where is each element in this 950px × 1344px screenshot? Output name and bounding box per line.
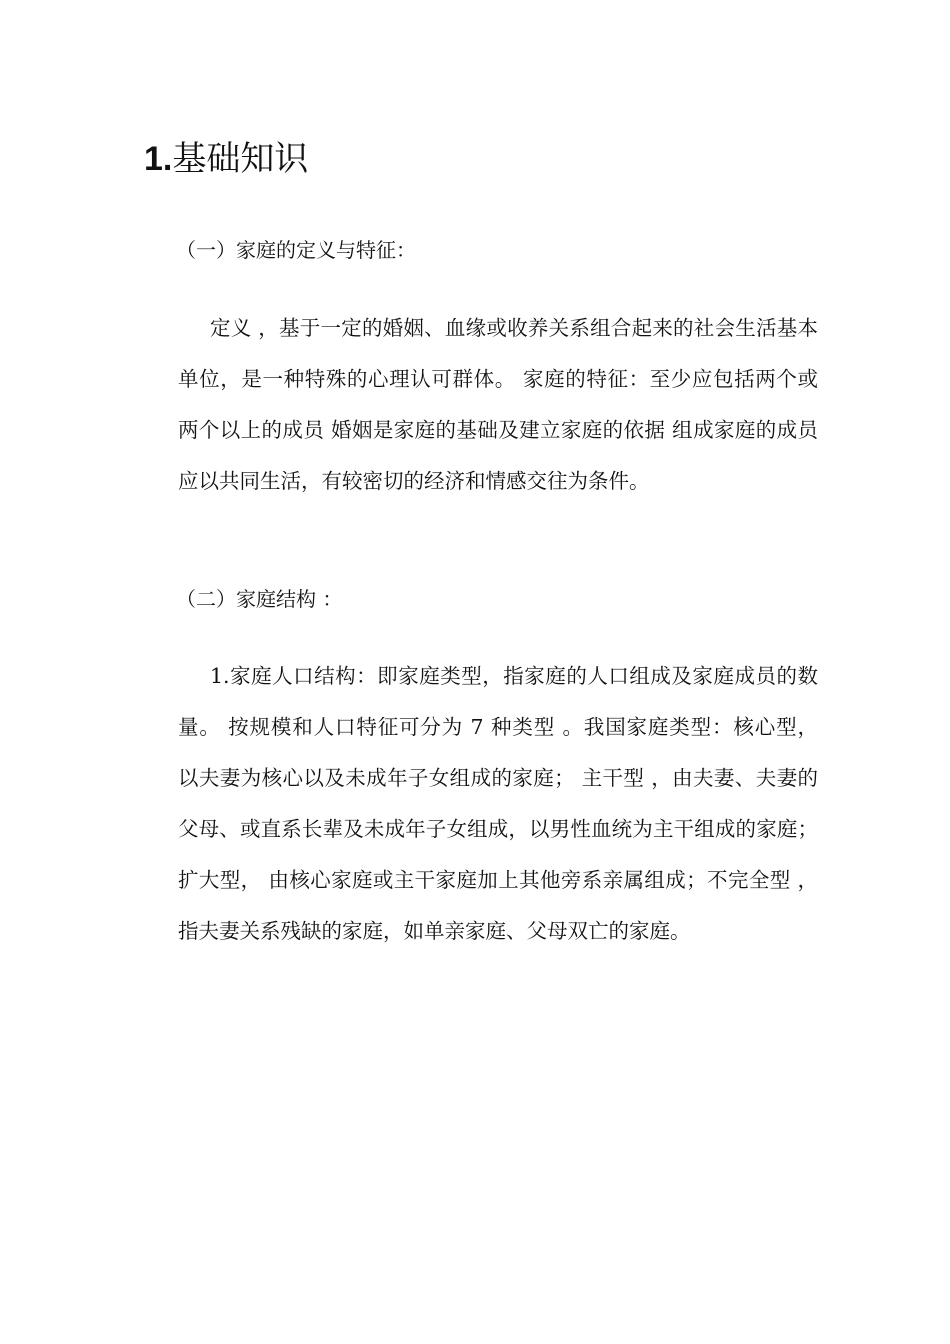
title-text: 基础知识 xyxy=(172,139,309,179)
title-number: 1. xyxy=(144,140,173,178)
section-heading-structure: （二）家庭结构 ： xyxy=(176,587,343,611)
paragraph-definition: 定义 ，基于一定的婚姻、血缘或收养关系组合起来的社会生活基本单位，是一种特殊的心理认可群体。 家庭的特征：至少应包括两个或两个以上的成员 婚姻是家庭的基础及建立家庭的依据 组成家庭的成员应以共同生活，有较密切的经济和情感交往为条件。 xyxy=(178,316,818,493)
page-title xyxy=(144,136,308,182)
paragraph-structure: 1.家庭人口结构：即家庭类型，指家庭的人口组成及家庭成员的数量。 按规模和人口特征可分为 7 种类型 。我国家庭类型：核心型， 以夫妻为核心以及未成年子女组成的家庭； 主干型 ，由夫妻、夫妻的父母、或直系长辈及未成年子女组成，以男性血统为主干组成的家庭； 扩大型， 由核心家庭或主干家庭加上其他旁系亲属组成；不完全型 ，指夫妻关系残缺的家庭，如单亲家庭、父母双亡的家庭。 xyxy=(178,664,818,943)
section-heading-definition: （一）家庭的定义与特征： xyxy=(176,238,416,262)
